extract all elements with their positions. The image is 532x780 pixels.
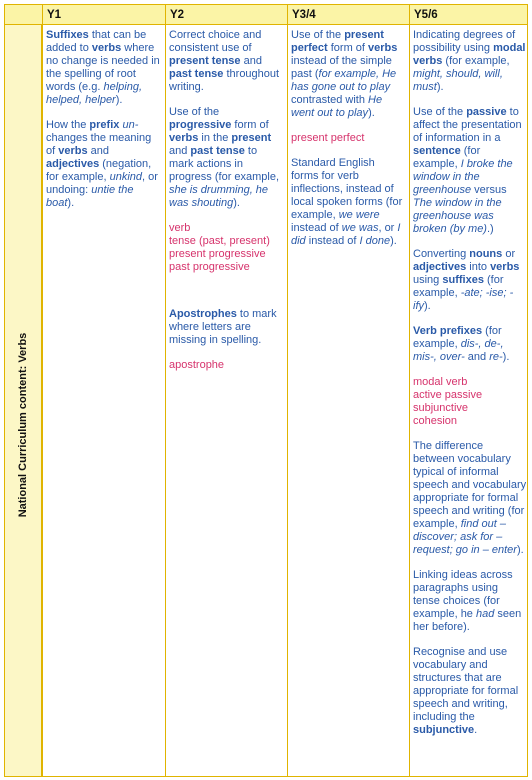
y2-terminology	[169, 222, 283, 274]
terminology-item: tense (past, present)	[169, 235, 270, 247]
text-segment: ).	[233, 197, 240, 209]
text-segment: untie the boat	[46, 184, 134, 209]
text-segment: Use of the	[169, 106, 220, 118]
terminology-item: modal verb	[413, 376, 468, 388]
text-segment: un-	[122, 119, 139, 131]
text-segment: past tense	[169, 68, 224, 80]
header-y34: Y3/4	[292, 9, 316, 21]
text-segment: to mark actions in progress (for example,	[169, 145, 280, 183]
terminology-item: subjunctive	[413, 402, 469, 414]
y2-apostrophe-text	[169, 308, 283, 347]
y56-formal-text	[413, 646, 527, 737]
text-segment: (for example,	[413, 145, 481, 170]
text-segment: throughout writing.	[169, 68, 280, 93]
y2-tense-text	[169, 29, 283, 94]
text-segment: Suffixes	[46, 29, 89, 41]
terminology-item: cohesion	[413, 415, 458, 427]
text-segment: ).	[368, 107, 375, 119]
text-segment: and	[464, 351, 490, 363]
y34-present-perfect-text	[291, 29, 405, 120]
y2-terminology-2	[169, 359, 283, 372]
text-segment: form of	[327, 42, 369, 54]
text-segment: verbs	[91, 42, 122, 54]
text-segment: .)	[486, 223, 494, 235]
text-segment: in the	[198, 132, 232, 144]
text-segment: I broke the window in the greenhouse	[413, 158, 513, 196]
text-segment: .	[474, 724, 478, 736]
text-segment: Linking ideas across paragraphs using tense choices (for example, he	[413, 569, 513, 620]
terminology-item: active passive	[413, 389, 483, 401]
text-segment: (for example,	[442, 55, 510, 67]
text-segment: present perfect	[291, 29, 384, 54]
y2-progressive-text	[169, 106, 283, 210]
column-divider	[409, 5, 410, 776]
text-segment: past tense	[190, 145, 245, 157]
text-segment: ).	[436, 81, 444, 93]
column-divider	[42, 5, 43, 776]
cell-y2	[169, 29, 283, 384]
text-segment: form of	[231, 119, 269, 131]
y34-standard-english-text	[291, 157, 405, 248]
header-y1: Y1	[47, 9, 62, 21]
text-segment: Standard English forms for verb inflections, instead of local spoken forms (for example,	[291, 157, 403, 221]
terminology-item: apostrophe	[169, 359, 225, 371]
terminology-item: present perfect	[291, 132, 365, 144]
text-segment: (negation, for example,	[46, 158, 152, 183]
text-segment: to affect the presentation of information in a	[413, 106, 522, 144]
text-segment: re-	[489, 351, 503, 363]
text-segment: Apostrophes	[169, 308, 237, 320]
header-y2: Y2	[170, 9, 185, 21]
text-segment: He went out to play	[291, 94, 383, 119]
text-segment: ).	[502, 351, 510, 363]
text-segment: verbs	[368, 42, 398, 54]
text-segment: contrasted with	[291, 94, 369, 106]
text-segment: for example, He has gone out to play	[291, 68, 397, 93]
text-segment: (for example,	[413, 274, 504, 299]
text-segment: sentence	[413, 145, 461, 157]
text-segment: present tense	[169, 55, 241, 67]
text-segment: using	[413, 274, 443, 286]
text-segment: changes the meaning of	[46, 132, 152, 157]
text-segment: she is drumming, he was shouting	[169, 184, 269, 209]
column-divider	[287, 5, 288, 776]
text-segment: verbs	[490, 261, 520, 273]
text-segment: ).	[424, 300, 431, 312]
y56-passive-text	[413, 106, 527, 236]
text-segment: Converting	[413, 248, 470, 260]
y56-vocabulary-text	[413, 440, 527, 557]
text-segment: helping, helped, helper	[46, 81, 143, 106]
cell-y1	[46, 29, 162, 222]
text-segment: and	[240, 55, 262, 67]
text-segment: passive	[466, 106, 507, 118]
text-segment: ).	[390, 235, 397, 247]
text-segment: might, should, will, must	[413, 68, 503, 93]
terminology-item: verb	[169, 222, 191, 234]
text-segment: adjectives	[413, 261, 467, 273]
text-segment: into	[466, 261, 491, 273]
side-label-cell	[5, 25, 42, 776]
curriculum-table	[4, 4, 528, 777]
y1-prefix-text	[46, 119, 162, 210]
text-segment: Use of the	[291, 29, 345, 41]
y56-prefixes-text	[413, 325, 527, 364]
text-segment: modal verbs	[413, 42, 526, 67]
text-segment: where no change is needed in the spelling of root words (e.g.	[46, 42, 160, 93]
terminology-item: past progressive	[169, 261, 250, 273]
text-segment: we was	[341, 222, 379, 234]
text-segment: How the	[46, 119, 90, 131]
text-segment: that can be added to	[46, 29, 147, 54]
text-segment: or	[502, 248, 516, 260]
y56-modal-text	[413, 29, 527, 94]
text-segment: Verb prefixes	[413, 325, 483, 337]
text-segment: and	[87, 145, 110, 157]
text-segment: suffixes	[442, 274, 484, 286]
text-segment: nouns	[469, 248, 503, 260]
text-segment: ).	[67, 197, 75, 209]
text-segment: (for example,	[413, 325, 502, 350]
y56-converting-text	[413, 248, 527, 313]
header-y56: Y5/6	[414, 9, 438, 21]
text-segment: we were	[338, 209, 380, 221]
text-segment: prefix	[89, 119, 120, 131]
text-segment: adjectives	[46, 158, 100, 170]
text-segment: instead of the simple past (	[291, 55, 392, 80]
text-segment: , or undoing:	[46, 171, 158, 196]
text-segment: instead of	[305, 235, 360, 247]
text-segment: Correct choice and consistent use of	[169, 29, 262, 54]
y1-suffixes-text	[46, 29, 162, 107]
text-segment: subjunctive	[413, 724, 475, 736]
terminology-item: present progressive	[169, 248, 266, 260]
text-segment: find out – discover; ask for – request; go in – enter	[413, 518, 517, 556]
column-divider	[165, 5, 166, 776]
text-segment: Indicating degrees of possibility using	[413, 29, 516, 54]
y56-terminology	[413, 376, 527, 428]
text-segment: -ate; -ise; -ify	[413, 287, 514, 312]
side-label: National Curriculum content: Verbs	[17, 332, 29, 518]
text-segment: dis-, de-, mis-, over-	[413, 338, 504, 363]
text-segment: ).	[516, 544, 524, 556]
text-segment: , or	[378, 222, 398, 234]
text-segment: I did	[291, 222, 401, 247]
text-segment: I done	[359, 235, 391, 247]
text-segment: Recognise and use vocabulary and structures that are appropriate for formal speech and writing, including the	[413, 646, 519, 723]
text-segment: Use of the	[413, 106, 467, 118]
text-segment: The window in the greenhouse was broken (by me)	[413, 197, 502, 235]
text-segment: progressive	[169, 119, 232, 131]
text-segment: ).	[115, 94, 123, 106]
cell-y56	[413, 29, 527, 749]
text-segment: seen her before).	[413, 608, 522, 633]
text-segment: unkind	[109, 171, 143, 183]
text-segment: present	[231, 132, 272, 144]
text-segment: versus	[471, 184, 507, 196]
text-segment: verbs	[169, 132, 199, 144]
text-segment: had	[475, 608, 495, 620]
cell-y34	[291, 29, 405, 260]
text-segment: The difference between vocabulary typical of informal speech and vocabulary appropriate for formal speech and writing (for example,	[413, 440, 527, 530]
text-segment: verbs	[58, 145, 88, 157]
text-segment: to mark where letters are missing in spelling.	[169, 308, 277, 346]
y56-linking-text	[413, 569, 527, 634]
text-segment: and	[169, 145, 191, 157]
text-segment: instead of	[291, 222, 342, 234]
y34-terminology	[291, 132, 405, 145]
